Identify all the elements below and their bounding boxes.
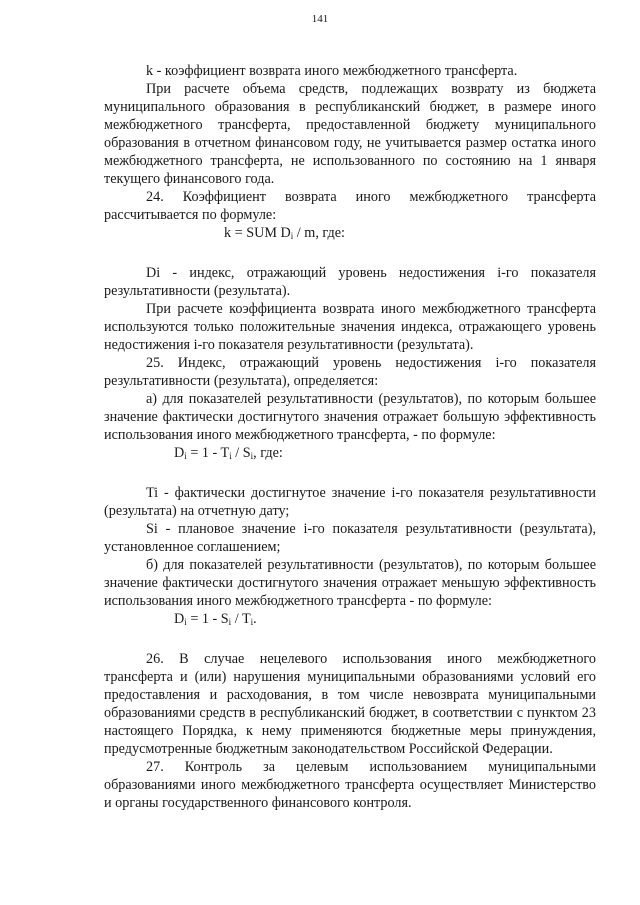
formula-di-b (104, 610, 596, 628)
spacer (104, 242, 596, 264)
paragraph-25: 25. Индекс, отражающий уровень недостижения i-го показателя результативности (результата), определяется: (104, 355, 596, 389)
formula-part: = 1 - T (186, 445, 230, 461)
formula-k-part: / m, где: (293, 225, 345, 241)
paragraph-return-calculation: При расчете объема средств, подлежащих возврату из бюджета муниципального образования в республиканский бюджет, в размере иного межбюджетного трансферта, предоставленной бюджету муниципального образования в отчетном финансовом году, не учитывается размер остатка иного межбюджетного трансферта, не использованного по состоянию на 1 января текущего финансового года. (104, 81, 596, 187)
paragraph-ti-definition: Ti - фактически достигнутое значение i-го показателя результативности (результата) на отчетную дату; (104, 485, 596, 519)
formula-part: D (174, 611, 185, 627)
formula-k-part: k = SUM D (224, 225, 291, 241)
paragraph-positive-values: При расчете коэффициента возврата иного межбюджетного трансферта используются только положительные значения индекса, отражающего уровень недостижения i-го показателя результативности (результата). (104, 301, 596, 353)
paragraph-k-definition: k - коэффициент возврата иного межбюджетного трансферта. (146, 63, 518, 79)
formula-subscript: i (229, 451, 232, 461)
formula-subscript: i (250, 451, 254, 461)
formula-subscript: i (228, 617, 232, 627)
formula-subscript: i (250, 617, 254, 627)
formula-part: / S (231, 445, 251, 461)
paragraph-26: 26. В случае нецелевого использования иного межбюджетного трансферта и (или) нарушения муниципальными образованиями условий его предоставления и расходования, в том числе невозврата муниципальными образованиями средств в республиканский бюджет, в соответствии с пунктом 23 настоящего Порядка, к нему применяются бюджетные меры принуждения, предусмотренные бюджетным законодательством Российской Федерации. (104, 651, 596, 757)
formula-part: = 1 - S (186, 611, 229, 627)
paragraph-25a: а) для показателей результативности (результатов), по которым большее значение фактически достигнутого значения отражает большую эффективность использования иного межбюджетного трансферта, - по формуле: (104, 391, 596, 443)
formula-part: , где: (253, 445, 283, 461)
formula-part: D (174, 445, 185, 461)
page-number: 141 (311, 13, 329, 25)
paragraph-25b: б) для показателей результативности (результатов), по которым большее значение фактически достигнутого значения отражает меньшую эффективность использования иного межбюджетного трансферта - по формуле: (104, 557, 596, 609)
formula-part: . (253, 611, 257, 627)
formula-subscript: i (184, 451, 187, 461)
formula-k (104, 224, 596, 242)
paragraph-27: 27. Контроль за целевым использованием муниципальными образованиями иного межбюджетного трансферта осуществляет Министерство и органы государственного финансового контроля. (104, 759, 596, 811)
formula-k-subscript: i (290, 231, 294, 241)
paragraph-si-definition: Si - плановое значение i-го показателя результативности (результата), установленное соглашением; (104, 521, 596, 555)
spacer (104, 628, 596, 650)
spacer (104, 462, 596, 484)
paragraph-di-definition: Di - индекс, отражающий уровень недостижения i-го показателя результативности (результата). (104, 265, 596, 299)
formula-di-a (104, 444, 596, 462)
paragraph-24: 24. Коэффициент возврата иного межбюджетного трансферта рассчитывается по формуле: (104, 189, 596, 223)
formula-part: / T (231, 611, 251, 627)
formula-subscript: i (184, 617, 187, 627)
document-body (104, 62, 596, 812)
